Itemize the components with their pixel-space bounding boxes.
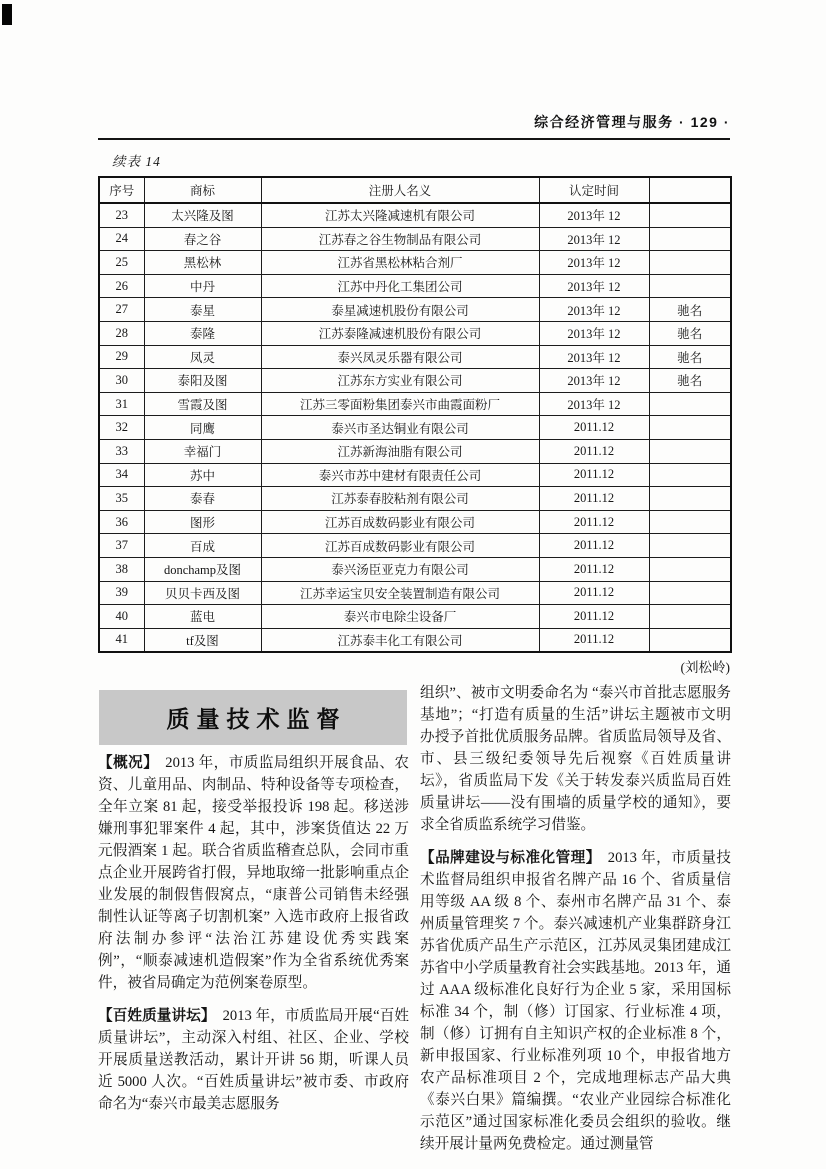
cell-registrant: 江苏百成数码影业有限公司 xyxy=(261,534,539,558)
cell-no: 34 xyxy=(99,463,144,487)
cell-no: 29 xyxy=(99,345,144,369)
table-row xyxy=(99,321,731,345)
cell-registrant: 泰星减速机股份有限公司 xyxy=(261,298,539,322)
column-header-no: 序号 xyxy=(99,177,144,203)
table-row xyxy=(99,416,731,440)
article-label: 【概况】 xyxy=(98,755,159,771)
cell-brand: 凤灵 xyxy=(144,345,261,369)
cell-brand: 幸福门 xyxy=(144,439,261,463)
cell-date: 2011.12 xyxy=(539,510,649,534)
cell-brand: 泰隆 xyxy=(144,321,261,345)
article-label: 【品牌建设与标准化管理】 xyxy=(420,850,601,866)
cell-brand: 同鹰 xyxy=(144,416,261,440)
table-continuation-label: 续表 14 xyxy=(112,154,161,169)
table-row xyxy=(99,557,731,581)
text-column-left xyxy=(98,752,409,1115)
cell-status: 驰名 xyxy=(649,321,731,345)
cell-registrant: 泰兴汤臣亚克力有限公司 xyxy=(261,557,539,581)
cell-date: 2011.12 xyxy=(539,416,649,440)
cell-registrant: 江苏太兴隆减速机有限公司 xyxy=(261,203,539,227)
table-row xyxy=(99,345,731,369)
cell-no: 39 xyxy=(99,581,144,605)
cell-brand: 百成 xyxy=(144,534,261,558)
cell-registrant: 泰兴市电除尘设备厂 xyxy=(261,605,539,629)
cell-status: 驰名 xyxy=(649,369,731,393)
cell-brand: 雪霞及图 xyxy=(144,392,261,416)
cell-registrant: 江苏三零面粉集团泰兴市曲霞面粉厂 xyxy=(261,392,539,416)
cell-status xyxy=(649,227,731,251)
cell-no: 40 xyxy=(99,605,144,629)
cell-status xyxy=(649,581,731,605)
cell-registrant: 江苏泰春胶粘剂有限公司 xyxy=(261,487,539,511)
cell-brand: 泰春 xyxy=(144,487,261,511)
cell-date: 2013年 12 xyxy=(539,274,649,298)
cell-date: 2013年 12 xyxy=(539,251,649,275)
table-row xyxy=(99,628,731,652)
cell-date: 2011.12 xyxy=(539,628,649,652)
cell-no: 26 xyxy=(99,274,144,298)
cell-no: 28 xyxy=(99,321,144,345)
cell-date: 2013年 12 xyxy=(539,298,649,322)
table-row xyxy=(99,581,731,605)
cell-date: 2011.12 xyxy=(539,487,649,511)
cell-no: 23 xyxy=(99,203,144,227)
cell-date: 2013年 12 xyxy=(539,369,649,393)
column-header-date: 认定时间 xyxy=(539,177,649,203)
table-row xyxy=(99,605,731,629)
cell-status xyxy=(649,416,731,440)
cell-date: 2013年 12 xyxy=(539,321,649,345)
cell-status xyxy=(649,274,731,298)
scan-artifact-mark xyxy=(2,4,12,25)
table-row xyxy=(99,463,731,487)
article-text: 2013 年，市质监局组织开展食品、农资、儿童用品、肉制品、特种设备等专项检查，全年立案 81 起，接受举报投诉 198 起。移送涉嫌刑事犯罪案件 4 起，其中，涉案货值达 22 万元假酒案 1 起。联合省质监稽查总队，会同市重点企业开展跨省打假，异地取缔一批影响重点企业发展的制假售假窝点，“康普公司销售未经强制性认证等离子切割机案” 入选市政府上报省政府法制办参评“法治江苏建设优秀实践案例”，“顺泰减速机造假案”作为全省系统优秀案件，被省局确定为范例案卷原型。 xyxy=(98,755,409,991)
cell-date: 2013年 12 xyxy=(539,227,649,251)
cell-brand: 图形 xyxy=(144,510,261,534)
cell-registrant: 江苏泰丰化工有限公司 xyxy=(261,628,539,652)
cell-registrant: 江苏新海油脂有限公司 xyxy=(261,439,539,463)
table-row xyxy=(99,534,731,558)
cell-status xyxy=(649,534,731,558)
cell-status xyxy=(649,510,731,534)
table-row xyxy=(99,203,731,227)
cell-date: 2011.12 xyxy=(539,605,649,629)
cell-registrant: 泰兴凤灵乐器有限公司 xyxy=(261,345,539,369)
article-text: 组织”、被市文明委命名为 “泰兴市首批志愿服务基地”；“打造有质量的生活”讲坛主题被市文明办授予首批优质服务品牌。省质监局领导及省、市、县三级纪委领导先后视察《百姓质量讲坛》，省质监局下发《关于转发泰兴质监局百姓质量讲坛——没有围墙的质量学校的通知》，要求全省质监系统学习借鉴。 xyxy=(420,685,731,833)
cell-status xyxy=(649,203,731,227)
cell-registrant: 江苏幸运宝贝安全装置制造有限公司 xyxy=(261,581,539,605)
cell-brand: tf及图 xyxy=(144,628,261,652)
cell-brand: 贝贝卡西及图 xyxy=(144,581,261,605)
cell-registrant: 江苏中丹化工集团公司 xyxy=(261,274,539,298)
running-header xyxy=(98,112,730,132)
article-text: 2013 年，市质量技术监督局组织申报省名牌产品 16 个、省质量信用等级 AA 级 8 个、泰州市名牌产品 31 个、泰州质量管理奖 7 个。泰兴减速机产业集群跻身江苏省优质产品生产示范区，江苏凤灵集团建成江苏省中小学质量教育社会实践基地。2013 年，通过 AAA 级标准化良好行为企业 5 家，采用国标标准 34 个，制（修）订国家、行业标准 4 项，制（修）订拥有自主知识产权的企业标准 8 个，新申报国家、行业标准列项 10 个，申报省地方农产品标准项目 2 个，完成地理标志产品大典《泰兴白果》篇编撰。“农业产业园综合标准化示范区”通过国家标准化委员会组织的验收。继续开展计量两免费检定。通过测量管 xyxy=(420,850,731,1152)
page-number: · 129 · xyxy=(679,114,730,130)
table-row xyxy=(99,392,731,416)
cell-status xyxy=(649,628,731,652)
table-row xyxy=(99,510,731,534)
cell-date: 2013年 12 xyxy=(539,392,649,416)
cell-no: 30 xyxy=(99,369,144,393)
table-row xyxy=(99,298,731,322)
cell-no: 37 xyxy=(99,534,144,558)
article-overview xyxy=(98,752,409,994)
article-label: 【百姓质量讲坛】 xyxy=(98,1008,216,1024)
cell-status xyxy=(649,251,731,275)
table-row xyxy=(99,439,731,463)
cell-registrant: 泰兴市苏中建材有限责任公司 xyxy=(261,463,539,487)
cell-date: 2013年 12 xyxy=(539,345,649,369)
cell-status xyxy=(649,439,731,463)
cell-no: 32 xyxy=(99,416,144,440)
article-lecture-forum xyxy=(98,1005,409,1115)
cell-registrant: 江苏省黑松林粘合剂厂 xyxy=(261,251,539,275)
cell-no: 27 xyxy=(99,298,144,322)
cell-registrant: 江苏春之谷生物制品有限公司 xyxy=(261,227,539,251)
cell-date: 2011.12 xyxy=(539,439,649,463)
cell-status: 驰名 xyxy=(649,298,731,322)
section-title-box xyxy=(99,690,407,745)
table-row xyxy=(99,369,731,393)
cell-date: 2011.12 xyxy=(539,534,649,558)
running-header-title: 综合经济管理与服务 xyxy=(534,114,674,130)
cell-no: 24 xyxy=(99,227,144,251)
article-brand-standardization xyxy=(420,847,731,1155)
table-row xyxy=(99,251,731,275)
cell-brand: donchamp及图 xyxy=(144,557,261,581)
cell-no: 25 xyxy=(99,251,144,275)
cell-brand: 苏中 xyxy=(144,463,261,487)
cell-status: 驰名 xyxy=(649,345,731,369)
cell-date: 2011.12 xyxy=(539,463,649,487)
table-row xyxy=(99,227,731,251)
cell-registrant: 江苏泰隆减速机股份有限公司 xyxy=(261,321,539,345)
table-row xyxy=(99,487,731,511)
section-title: 质量技术监督 xyxy=(166,706,347,732)
cell-no: 35 xyxy=(99,487,144,511)
cell-status xyxy=(649,392,731,416)
article-text: 2013 年，市质监局开展“百姓质量讲坛”，主动深入村组、社区、企业、学校开展质量送教活动，累计开讲 56 期，听课人员近 5000 人次。“百姓质量讲坛”被市委、市政府命名为“泰兴市最美志愿服务 xyxy=(98,1008,409,1112)
column-header-status xyxy=(649,177,731,203)
table-row xyxy=(99,274,731,298)
table-body xyxy=(99,203,731,652)
cell-date: 2011.12 xyxy=(539,581,649,605)
column-header-registrant: 注册人名义 xyxy=(261,177,539,203)
cell-status xyxy=(649,605,731,629)
table-header-row xyxy=(99,177,731,203)
author-attribution: (刘松岭) xyxy=(680,660,730,675)
cell-registrant: 江苏百成数码影业有限公司 xyxy=(261,510,539,534)
cell-brand: 春之谷 xyxy=(144,227,261,251)
cell-no: 38 xyxy=(99,557,144,581)
cell-registrant: 江苏东方实业有限公司 xyxy=(261,369,539,393)
cell-status xyxy=(649,487,731,511)
cell-no: 36 xyxy=(99,510,144,534)
cell-brand: 太兴隆及图 xyxy=(144,203,261,227)
text-column-right xyxy=(420,682,731,1155)
article-lecture-forum-continued xyxy=(420,682,731,836)
cell-brand: 泰阳及图 xyxy=(144,369,261,393)
cell-status xyxy=(649,463,731,487)
cell-status xyxy=(649,557,731,581)
cell-brand: 蓝电 xyxy=(144,605,261,629)
cell-brand: 黑松林 xyxy=(144,251,261,275)
cell-date: 2011.12 xyxy=(539,557,649,581)
cell-no: 33 xyxy=(99,439,144,463)
cell-no: 41 xyxy=(99,628,144,652)
cell-brand: 泰星 xyxy=(144,298,261,322)
cell-registrant: 泰兴市圣达铜业有限公司 xyxy=(261,416,539,440)
column-header-brand: 商标 xyxy=(144,177,261,203)
header-rule xyxy=(98,138,730,140)
cell-date: 2013年 12 xyxy=(539,203,649,227)
cell-no: 31 xyxy=(99,392,144,416)
cell-brand: 中丹 xyxy=(144,274,261,298)
trademark-table xyxy=(98,176,732,653)
